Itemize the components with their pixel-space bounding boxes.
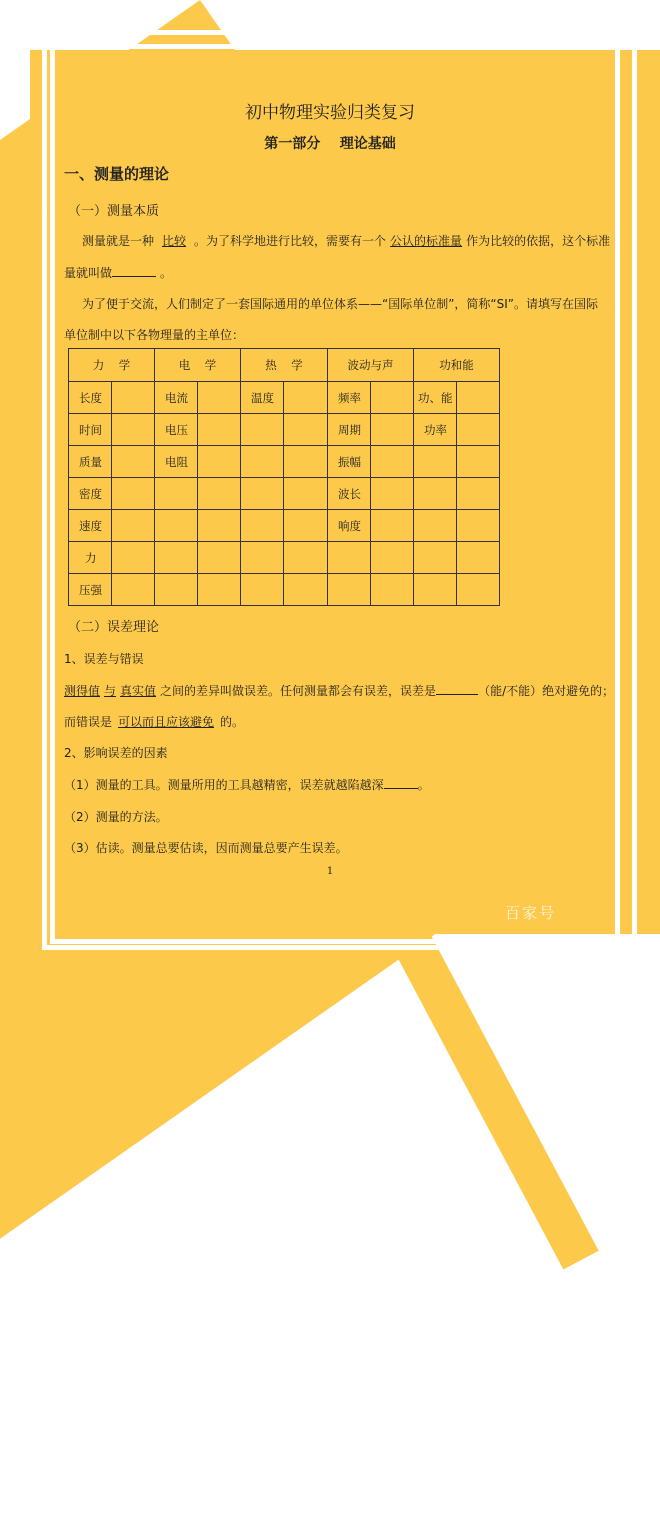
unit-answer-cell[interactable]: [284, 382, 328, 414]
filled-blank-standard: 公认的标准量: [390, 234, 463, 248]
quantity-cell: 力: [69, 542, 112, 574]
document-title: 初中物理实验归类复习: [245, 103, 415, 123]
section-heading-measurement-theory: 一、测量的理论: [64, 165, 170, 183]
quantity-cell: 功率: [414, 414, 457, 446]
part-title: 第一部分 理论基础: [264, 136, 396, 152]
paragraph-measurement-definition-cont: [64, 264, 172, 281]
quantity-cell: 功、能: [414, 382, 457, 414]
subsection-measurement-essence: （一）测量本质: [68, 204, 160, 219]
quantity-cell: 电压: [155, 414, 198, 446]
paragraph-mistake-definition: [64, 713, 244, 730]
unit-answer-cell[interactable]: [112, 510, 155, 542]
paragraph-si-intro: 为了便于交流，人们制定了一套国际通用的单位体系——“国际单位制”，简称“SI”。请填写在国际: [82, 297, 599, 311]
text: 的。: [220, 715, 245, 729]
unit-answer-cell[interactable]: [284, 542, 328, 574]
quantity-cell: 响度: [328, 510, 371, 542]
unit-answer-cell[interactable]: [371, 414, 414, 446]
header-work-energy: 功和能: [414, 349, 500, 382]
unit-answer-cell[interactable]: [112, 382, 155, 414]
quantity-cell: [241, 478, 284, 510]
header-mechanics: 力 学: [69, 349, 155, 382]
text: 作为比较的依据，这个标准: [466, 234, 611, 248]
table-row: [69, 510, 500, 542]
unit-answer-cell[interactable]: [457, 382, 500, 414]
quantity-cell: 温度: [241, 382, 284, 414]
header-electricity: 电 学: [155, 349, 241, 382]
unit-answer-cell[interactable]: [371, 542, 414, 574]
text: 测量就是一种: [82, 234, 155, 248]
unit-answer-cell[interactable]: [198, 414, 241, 446]
quantity-cell: [414, 510, 457, 542]
table-row: [69, 574, 500, 606]
paragraph-error-definition: [64, 682, 614, 699]
quantity-cell: [241, 510, 284, 542]
quantity-cell: [241, 574, 284, 606]
quantity-cell: [155, 478, 198, 510]
quantity-cell: 压强: [69, 574, 112, 606]
quantity-cell: [414, 446, 457, 478]
unit-answer-cell[interactable]: [457, 446, 500, 478]
factor-estimation: （3）估读。测量总要估读，因而测量总要产生误差。: [64, 841, 348, 855]
filled-blank-measured-value: 测得值: [64, 684, 101, 698]
text: 与: [104, 684, 117, 698]
filled-blank-true-value: 真实值: [120, 684, 157, 698]
quantity-cell: [155, 574, 198, 606]
page-number: 1: [326, 866, 334, 877]
factor-method: （2）测量的方法。: [64, 810, 168, 824]
quantity-cell: [328, 542, 371, 574]
quantity-cell: 频率: [328, 382, 371, 414]
watermark: 百家号: [505, 904, 557, 922]
text: （1）测量的工具。测量所用的工具越精密，误差就越陷越深: [64, 778, 384, 792]
header-waves-sound: 波动与声: [328, 349, 414, 382]
quantity-cell: 速度: [69, 510, 112, 542]
answer-blank-tool-precision[interactable]: [384, 777, 418, 789]
quantity-cell: [241, 446, 284, 478]
quantity-cell: 电阻: [155, 446, 198, 478]
text: 。: [417, 778, 430, 792]
factor-tools: [64, 776, 430, 793]
quantity-cell: 波长: [328, 478, 371, 510]
item-error-factors: 2、影响误差的因素: [64, 746, 168, 760]
unit-answer-cell[interactable]: [284, 478, 328, 510]
unit-answer-cell[interactable]: [371, 510, 414, 542]
unit-answer-cell[interactable]: [457, 574, 500, 606]
quantity-cell: [414, 574, 457, 606]
unit-answer-cell[interactable]: [112, 574, 155, 606]
unit-answer-cell[interactable]: [284, 414, 328, 446]
unit-answer-cell[interactable]: [198, 478, 241, 510]
unit-answer-cell[interactable]: [457, 542, 500, 574]
quantity-cell: [241, 414, 284, 446]
item-error-vs-mistake: 1、误差与错误: [64, 652, 144, 666]
quantity-cell: [241, 542, 284, 574]
unit-answer-cell[interactable]: [284, 446, 328, 478]
quantity-cell: 密度: [69, 478, 112, 510]
si-units-table: [68, 348, 500, 606]
unit-answer-cell[interactable]: [198, 382, 241, 414]
unit-answer-cell[interactable]: [457, 478, 500, 510]
unit-answer-cell[interactable]: [371, 446, 414, 478]
unit-answer-cell[interactable]: [198, 574, 241, 606]
quantity-cell: [414, 478, 457, 510]
quantity-cell: 长度: [69, 382, 112, 414]
text: 。为了科学地进行比较，需要有一个: [194, 234, 387, 248]
table-header-row: [69, 349, 500, 382]
filled-blank-compare: 比较: [162, 234, 187, 248]
unit-answer-cell[interactable]: [112, 478, 155, 510]
unit-answer-cell[interactable]: [457, 510, 500, 542]
text: 量就叫做: [64, 266, 113, 280]
quantity-cell: 电流: [155, 382, 198, 414]
quantity-cell: 质量: [69, 446, 112, 478]
paragraph-measurement-definition: [82, 232, 610, 249]
unit-answer-cell[interactable]: [198, 542, 241, 574]
paragraph-si-intro-cont: 单位制中以下各物理量的主单位：: [64, 328, 245, 342]
unit-answer-cell[interactable]: [371, 382, 414, 414]
unit-answer-cell[interactable]: [284, 510, 328, 542]
quantity-cell: [414, 542, 457, 574]
table-row: [69, 414, 500, 446]
table-row: [69, 478, 500, 510]
text: 而错误是: [64, 715, 113, 729]
quantity-cell: 振幅: [328, 446, 371, 478]
unit-answer-cell[interactable]: [112, 446, 155, 478]
table-row: [69, 382, 500, 414]
answer-blank-can-cannot[interactable]: [436, 683, 478, 695]
quantity-cell: [155, 510, 198, 542]
unit-answer-cell[interactable]: [371, 478, 414, 510]
text: 。: [160, 266, 173, 280]
unit-answer-cell[interactable]: [112, 414, 155, 446]
quantity-cell: [328, 574, 371, 606]
answer-blank-unit[interactable]: [112, 265, 156, 277]
unit-answer-cell[interactable]: [198, 510, 241, 542]
table-row: [69, 446, 500, 478]
text: 之间的差异叫做误差。任何测量都会有误差，误差是: [160, 684, 437, 698]
table-row: [69, 542, 500, 574]
text: （能/不能）绝对避免的；: [478, 684, 615, 698]
quantity-cell: [155, 542, 198, 574]
filled-blank-avoidable: 可以而且应该避免: [118, 715, 215, 729]
quantity-cell: 时间: [69, 414, 112, 446]
unit-answer-cell[interactable]: [457, 414, 500, 446]
subsection-error-theory: （二）误差理论: [68, 620, 160, 635]
unit-answer-cell[interactable]: [112, 542, 155, 574]
header-heat: 热 学: [241, 349, 328, 382]
unit-answer-cell[interactable]: [284, 574, 328, 606]
unit-answer-cell[interactable]: [198, 446, 241, 478]
unit-answer-cell[interactable]: [371, 574, 414, 606]
quantity-cell: 周期: [328, 414, 371, 446]
